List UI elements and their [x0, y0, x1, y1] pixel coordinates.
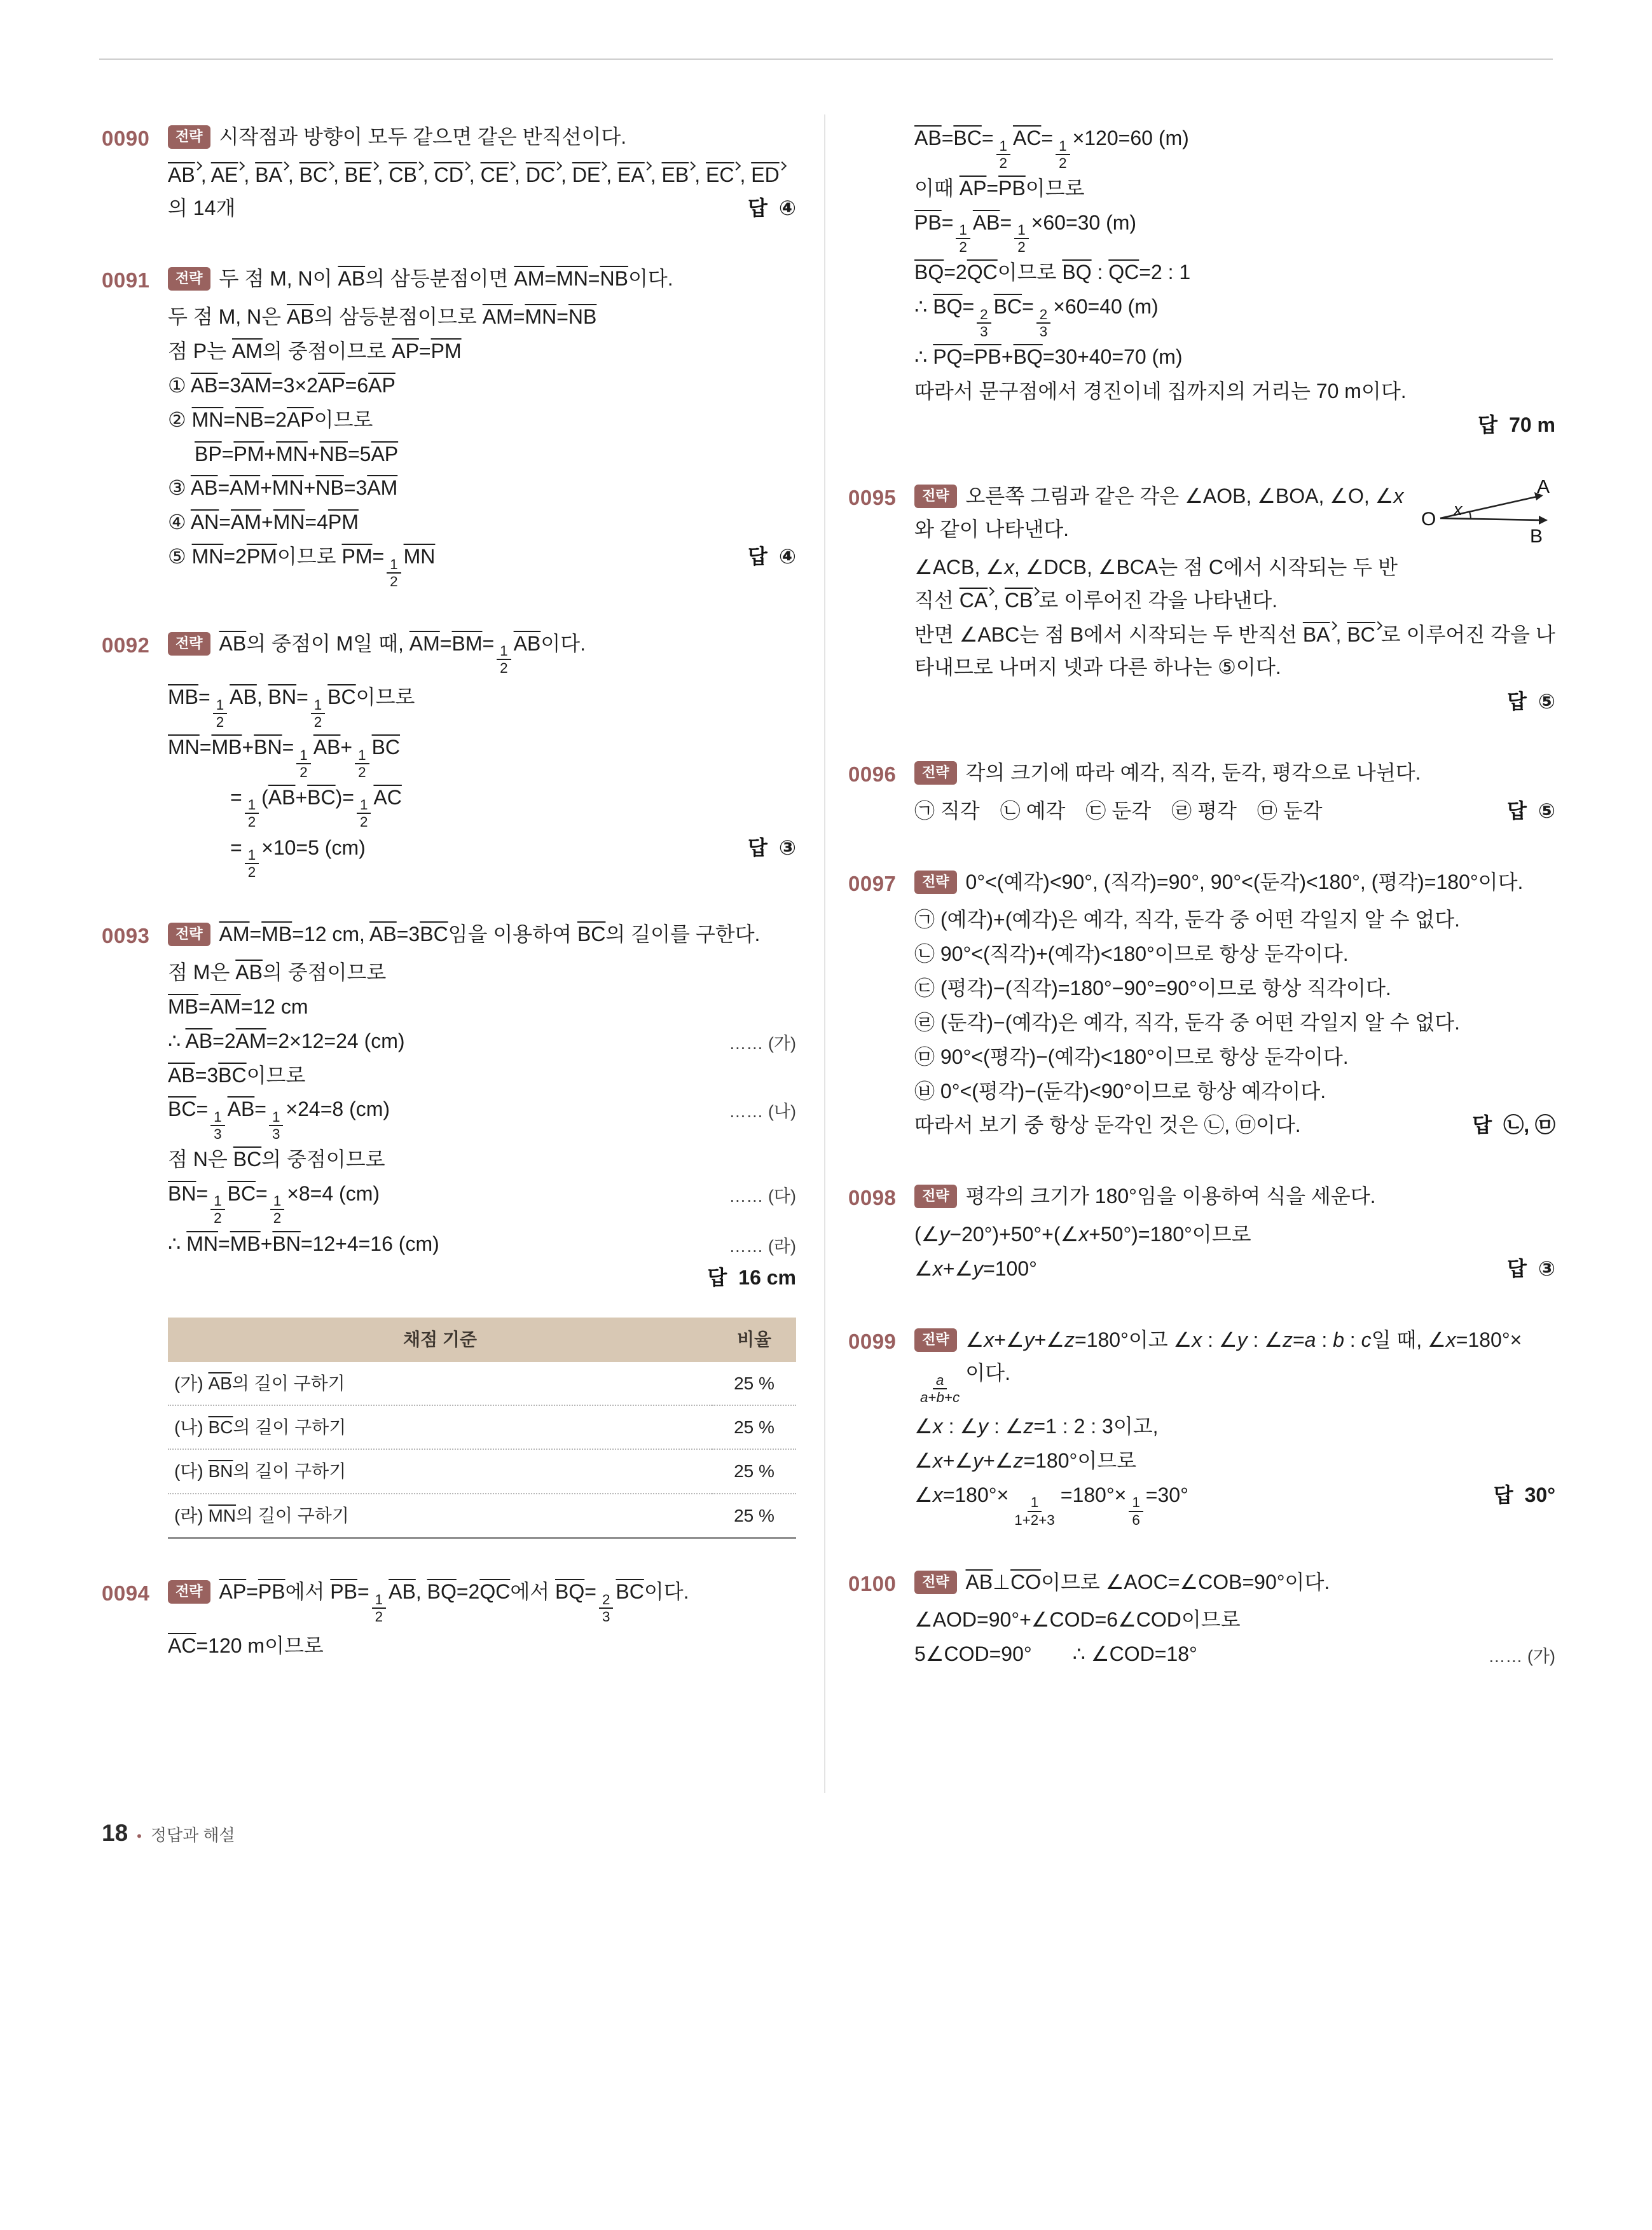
solution-text: ④ $\overline{AN}=\overline{AM}+\overline{MN}=4\overline{PM}$ [168, 511, 359, 534]
solution-text: ㉢ (평각)−(직각)=180°−90°=90°이므로 항상 직각이다. [914, 977, 1391, 1000]
answer-value: 30° [1524, 1483, 1555, 1506]
problem-body [914, 1566, 1555, 1672]
answer-label: 답 [1506, 690, 1527, 713]
strategy-line [914, 1566, 1555, 1599]
top-rule [99, 59, 1553, 60]
solution-text: ∠x : ∠y : ∠z=1 : 2 : 3이고, [914, 1415, 1159, 1438]
solution-text: ∴ $\overline{BQ}=$ $\frac{2}{3}$ $\overline{BC}=$ $\frac{2}{3}$ ×60=40 (m) [914, 295, 1159, 340]
answer-value: ③ [778, 836, 796, 859]
step-marker: …… (가) [1488, 1647, 1555, 1667]
strategy-line [168, 121, 796, 154]
solution-line [168, 540, 796, 589]
strategy-badge: 전략 [168, 923, 210, 946]
answer-label: 답 [1506, 1256, 1527, 1280]
criteria-cell: (라) $\overline{MN}$의 길이 구하기 [168, 1494, 712, 1538]
answer-label: 답 [1472, 1113, 1492, 1137]
answer [748, 540, 796, 574]
strategy-line [168, 263, 796, 296]
solution-line [914, 1218, 1555, 1251]
solution-text: $\overline{MB}=$ $\frac{1}{2}$ $\overline{AB}$, $\overline{BN}=$ $\frac{1}{2}$ $\overline{BC}$이므로 [168, 685, 415, 731]
solution-line [914, 1041, 1555, 1074]
problem-0099 [848, 1324, 1555, 1529]
problem-0094 [102, 1576, 796, 1664]
problem-0091 [102, 263, 796, 590]
answer [748, 192, 796, 225]
answer-label: 답 [747, 196, 767, 219]
solution-text: $\overline{BN}=$ $\frac{1}{2}$ $\overline{BC}=$ $\frac{1}{2}$ ×8=4 (cm) [168, 1181, 380, 1227]
svg-text:O: O [1421, 509, 1436, 530]
solution-text: 따라서 문구점에서 경진이네 집까지의 거리는 70 m이다. [914, 379, 1407, 403]
problem-number: 0096 [848, 762, 897, 786]
solution-text: 점 M은 $\overline{AB}$의 중점이므로 [168, 961, 387, 984]
ratio-cell: 25 % [712, 1362, 796, 1405]
answer [707, 1262, 796, 1295]
solution-line [168, 404, 796, 437]
answer-label: 답 [707, 1266, 727, 1290]
solution-text: $\overline{AB}=\overline{BC}=$ $\frac{1}{2}$ $\overline{AC}=$ $\frac{1}{2}$ ×120=60 (m) [914, 127, 1189, 171]
solution-line [168, 956, 796, 989]
solution-line [914, 1479, 1555, 1528]
solution-line [914, 341, 1555, 374]
footer-title: 정답과 해설 [150, 1826, 235, 1845]
problem-body [914, 757, 1555, 829]
answer-label: 답 [747, 545, 767, 568]
solution-line [914, 172, 1555, 205]
angle-diagram [1419, 480, 1555, 557]
answer-label: 답 [747, 836, 767, 859]
strategy-line [168, 1576, 796, 1625]
problem-number: 0091 [102, 268, 150, 293]
problem-0093 [102, 918, 796, 1539]
solution-text: 반면 ∠ABC는 점 B에서 시작되는 두 반직선 $\overline{BA}$ , $\overline{BC}$ 로 이루어진 각을 나타내므로 나머지 넷과 다른 하나는 ⑤이다. [914, 623, 1555, 679]
solution-line [914, 551, 1555, 617]
strategy-badge: 전략 [914, 1328, 957, 1352]
problem-body [168, 628, 796, 881]
criteria-cell: (가) $\overline{AB}$의 길이 구하기 [168, 1362, 712, 1405]
problem-body [914, 1180, 1555, 1286]
problem-number: 0100 [848, 1571, 897, 1595]
solution-line [168, 335, 796, 368]
problem-body [914, 480, 1555, 720]
solution-text: ∴ $\overline{PQ}=\overline{PB}+\overline{BQ}=30+40=70$ (m) [914, 345, 1183, 368]
solution-text: 점 N은 $\overline{BC}$의 중점이므로 [168, 1148, 385, 1171]
problem-body [168, 263, 796, 590]
solution-line [914, 904, 1555, 937]
footer-separator-dot: • [137, 1828, 142, 1844]
solution-text: 두 점 M, N은 $\overline{AB}$의 삼등분점이므로 $\overline{AM}=\overline{MN}=\overline{NB}$ [168, 305, 597, 329]
answer-value: 70 m [1509, 413, 1555, 437]
svg-text:x: x [1454, 500, 1463, 520]
solution-line [168, 472, 796, 505]
problem-0092 [102, 628, 796, 881]
solution-text: ∴ $\overline{MN}=\overline{MB}+\overline{BN}=12+4=16$ (cm) [168, 1232, 439, 1255]
strategy-line [914, 1324, 1555, 1406]
problem-body [168, 918, 796, 1539]
solution-line [914, 375, 1555, 408]
column-divider [824, 114, 825, 1793]
solution-line [168, 1059, 796, 1092]
solution-text: $\overline{AB}$ , $\overline{AE}$ , $\overline{BA}$ , $\overline{BC}$ , $\overline{BE}$ , $\overline{CB}$ , $\overline{CD}$ , $\overline{CE}$ , $\overline{DC}$ , $\overline{DE}$ , $\overline{EA}$ , $\overline{EB}$ , $\overline{EC}$ , $\overline{ED}$의 14개 [168, 163, 780, 219]
solution-line [168, 301, 796, 334]
solution-text: = $\frac{1}{2}$ ×10=5 (cm) [230, 836, 366, 881]
solution-text: ㉠ (예각)+(예각)은 예각, 직각, 둔각 중 어떤 각일지 알 수 없다. [914, 908, 1461, 932]
strategy-badge: 전략 [168, 1580, 210, 1604]
strategy-line [168, 628, 796, 677]
solution-line [168, 731, 796, 780]
right-column [848, 121, 1555, 1709]
solution-line [914, 1075, 1555, 1108]
solution-line [914, 795, 1555, 828]
solution-text: ② $\overline{MN}=\overline{NB}=2\overline{AP}$이므로 [168, 408, 373, 431]
solution-line [914, 207, 1555, 256]
step-marker: …… (가) [729, 1033, 796, 1053]
solution-line [168, 1143, 796, 1176]
strategy-text: $\overline{AP}=\overline{PB}$에서 $\overline{PB}=$ $\frac{1}{2}$ $\overline{AB}$, $\overline{BQ}=2\overline{QC}$에서 $\overline{BQ}=$ $\frac{2}{3}$ $\overline{BC}$이다. [219, 1580, 689, 1625]
answer-label: 답 [1506, 799, 1527, 822]
step-marker: …… (나) [729, 1102, 796, 1122]
solution-line [914, 685, 1555, 719]
angle-figure-svg [1419, 480, 1555, 547]
answer-value: ⑤ [1538, 690, 1555, 713]
problem-number: 0099 [848, 1329, 897, 1353]
table-row [168, 1405, 796, 1449]
page-number: 18 [102, 1820, 128, 1846]
ratio-cell: 25 % [712, 1494, 796, 1538]
problem-body [168, 121, 796, 226]
strategy-badge: 전략 [914, 761, 957, 785]
problem-0098 [848, 1180, 1555, 1286]
solution-text: $\overline{AB}=3\overline{BC}$이므로 [168, 1063, 306, 1087]
problem-number: 0095 [848, 486, 897, 510]
solution-line [168, 781, 796, 830]
grading-table [168, 1318, 796, 1539]
answer [1507, 685, 1555, 719]
solution-line [914, 619, 1555, 685]
solution-text: $\overline{MN}=\overline{MB}+\overline{BN}=$ $\frac{1}{2}$ $\overline{AB}+$ $\frac{1}{2}$ $\overline{BC}$ [168, 736, 401, 780]
solution-line [168, 1178, 796, 1227]
solution-line [914, 1410, 1555, 1443]
strategy-text: 시작점과 방향이 모두 같으면 같은 반직선이다. [219, 125, 627, 148]
problem-body [914, 121, 1555, 443]
strategy-line [914, 757, 1555, 790]
solution-text: ㉠ 직각 ㉡ 예각 ㉢ 둔각 ㉣ 평각 ㉤ 둔각 [914, 799, 1323, 822]
strategy-text: 0°<(예각)<90°, (직각)=90°, 90°<(둔각)<180°, (평각)=180°이다. [965, 870, 1524, 893]
solution-line [168, 1228, 796, 1261]
problem-number: 0093 [102, 924, 150, 948]
solution-line [914, 972, 1555, 1005]
solution-text: $\overline{BC}=$ $\frac{1}{3}$ $\overline{AB}=$ $\frac{1}{3}$ ×24=8 (cm) [168, 1098, 390, 1142]
problem-0095 [848, 480, 1555, 720]
answer [1472, 1109, 1555, 1142]
solution-line [914, 122, 1555, 171]
criteria-cell: (나) $\overline{BC}$의 길이 구하기 [168, 1405, 712, 1449]
solution-line [168, 438, 796, 471]
answer-value: ③ [1538, 1256, 1555, 1280]
table-row [168, 1494, 796, 1538]
solution-text: (∠y−20°)+50°+(∠x+50°)=180°이므로 [914, 1223, 1251, 1246]
ratio-cell: 25 % [712, 1449, 796, 1493]
solution-line [168, 832, 796, 881]
solution-line [168, 1262, 796, 1295]
solution-line [914, 291, 1555, 340]
problem-number [848, 121, 914, 443]
strategy-line [168, 918, 796, 951]
problem-body [168, 1576, 796, 1664]
problem-0100 [848, 1566, 1555, 1672]
solution-line [168, 159, 796, 225]
solution-line [168, 1630, 796, 1663]
ratio-cell: 25 % [712, 1405, 796, 1449]
strategy-badge: 전략 [168, 267, 210, 291]
page-footer [102, 1820, 235, 1847]
problem-0096 [848, 757, 1555, 829]
strategy-text: 평각의 크기가 180°임을 이용하여 식을 세운다. [965, 1185, 1376, 1208]
answer-value: ㉡, ㉤ [1503, 1113, 1555, 1137]
solution-text: ∴ $\overline{AB}=2\overline{AM}=2\times 12=24$ (cm) [168, 1029, 405, 1052]
svg-text:B: B [1530, 526, 1543, 547]
solution-text: ① $\overline{AB}=3\overline{AM}=3\times 2\overline{AP}=6\overline{AP}$ [168, 373, 396, 397]
solution-line [168, 1093, 796, 1142]
answer-value: ④ [778, 196, 796, 219]
problem-number: 0092 [102, 633, 150, 657]
strategy-line [914, 866, 1555, 899]
solution-line [168, 369, 796, 403]
problem-number: 0090 [102, 127, 150, 150]
strategy-badge: 전략 [914, 871, 957, 894]
solution-text: $\overline{BQ}=2\overline{QC}$이므로 $\overline{BQ}$ : $\overline{QC}=2$ : 1 [914, 261, 1191, 284]
table-row [168, 1449, 796, 1493]
answer-label: 답 [1493, 1483, 1513, 1506]
table-header-row [168, 1318, 796, 1361]
solution-line [914, 1253, 1555, 1286]
solution-line [168, 1025, 796, 1058]
solution-line [914, 409, 1555, 442]
problem-body [914, 1324, 1555, 1529]
answer [1478, 409, 1555, 442]
problem-0097 [848, 866, 1555, 1144]
solution-text: $\overline{BP}=\overline{PM}+\overline{MN}+\overline{NB}=5\overline{AP}$ [195, 442, 399, 465]
problem-body [914, 866, 1555, 1144]
strategy-text: 두 점 M, N이 $\overline{AB}$의 삼등분점이면 $\overline{AM}=\overline{MN}=\overline{NB}$이다. [219, 267, 673, 291]
solution-line [914, 938, 1555, 971]
answer [1507, 1253, 1555, 1286]
solution-text: ∠ACB, ∠x, ∠DCB, ∠BCA는 점 C에서 시작되는 두 반직선 $\overline{CA}$ , $\overline{CB}$ 로 이루어진 각을 나타낸다. [914, 555, 1398, 612]
step-marker: …… (라) [729, 1236, 796, 1256]
table-header-criteria: 채점 기준 [168, 1318, 712, 1361]
solution-line [914, 1445, 1555, 1478]
solution-text: 5∠COD=90° ∴ ∠COD=18° [914, 1642, 1197, 1666]
solution-text: 점 P는 $\overline{AM}$의 중점이므로 $\overline{AP}=\overline{PM}$ [168, 340, 462, 363]
strategy-badge: 전략 [168, 125, 210, 149]
table-row [168, 1362, 796, 1405]
left-column [102, 121, 796, 1701]
problem-0094-continuation [848, 121, 1555, 443]
strategy-badge: 전략 [914, 1571, 957, 1594]
strategy-text: $\overline{AB}\perp\overline{CO}$이므로 ∠AOC=∠COB=90°이다. [965, 1570, 1330, 1593]
answer-value: 16 cm [738, 1266, 796, 1290]
solution-line [914, 1638, 1555, 1671]
strategy-text: 오른쪽 그림과 같은 각은 ∠AOB, ∠BOA, ∠O, ∠x와 같이 나타낸다. [914, 485, 1404, 541]
solution-text: $\overline{PB}=$ $\frac{1}{2}$ $\overline{AB}=$ $\frac{1}{2}$ ×60=30 (m) [914, 210, 1137, 256]
solution-line [914, 1007, 1555, 1040]
strategy-badge: 전략 [914, 1185, 957, 1208]
solution-text: ㉣ (둔각)−(예각)은 예각, 직각, 둔각 중 어떤 각일지 알 수 없다. [914, 1010, 1461, 1034]
solution-line [168, 991, 796, 1024]
strategy-text: ∠x+∠y+∠z=180°이고 ∠x : ∠y : ∠z=a : b : c일 때, ∠x=180°× $\frac{a}{a+b+c}$ 이다. [920, 1328, 1522, 1406]
answer [748, 832, 796, 865]
step-marker: …… (다) [729, 1186, 796, 1206]
solution-text: $\overline{MB}=\overline{AM}=12$ cm [168, 995, 308, 1018]
answer-value: ④ [778, 545, 796, 568]
solution-text: ∠x+∠y+∠z=180°이므로 [914, 1449, 1137, 1473]
answer-label: 답 [1478, 413, 1498, 437]
solution-text: 이때 $\overline{AP}=\overline{PB}$이므로 [914, 176, 1085, 200]
table-header-ratio: 비율 [712, 1318, 796, 1361]
solution-line [914, 256, 1555, 289]
solution-line [168, 681, 796, 730]
answer [1507, 795, 1555, 828]
problem-number: 0097 [848, 871, 897, 895]
answer-value: ⑤ [1538, 799, 1555, 822]
strategy-text: $\overline{AM}=\overline{MB}=12$ cm, $\overline{AB}=3\overline{BC}$임을 이용하여 $\overline{BC}$의 길이를 구한다. [219, 923, 761, 946]
solution-text: ③ $\overline{AB}=\overline{AM}+\overline{MN}+\overline{NB}=3\overline{AM}$ [168, 476, 398, 500]
strategy-line [914, 1180, 1555, 1213]
strategy-badge: 전략 [168, 632, 210, 656]
solution-line [914, 1109, 1555, 1142]
solution-line [914, 1604, 1555, 1637]
solution-text: ㉡ 90°<(직각)+(예각)<180°이므로 항상 둔각이다. [914, 942, 1349, 966]
solution-text: 따라서 보기 중 항상 둔각인 것은 ㉡, ㉤이다. [914, 1113, 1301, 1137]
solution-text: $\overline{AC}=120$ m이므로 [168, 1634, 324, 1657]
problem-0090 [102, 121, 796, 226]
solution-text: ∠x=180°× $\frac{1}{1+2+3}$ =180°× $\frac{1}{6}$ =30° [914, 1483, 1188, 1528]
solution-text: ∠AOD=90°+∠COD=6∠COD이므로 [914, 1608, 1241, 1632]
criteria-cell: (다) $\overline{BN}$의 길이 구하기 [168, 1449, 712, 1493]
solution-text: ⑤ $\overline{MN}=2\overline{PM}$이므로 $\overline{PM}=$ $\frac{1}{2}$ $\overline{MN}$ [168, 545, 436, 589]
strategy-badge: 전략 [914, 485, 957, 508]
answer [1494, 1479, 1555, 1512]
solution-text: ∠x+∠y=100° [914, 1256, 1037, 1280]
solution-text: = $\frac{1}{2}$ $(\overline{AB}+\overline{BC})=$ $\frac{1}{2}$ $\overline{AC}$ [230, 785, 402, 830]
problem-number: 0098 [848, 1186, 897, 1210]
strategy-text: $\overline{AB}$의 중점이 M일 때, $\overline{AM}=\overline{BM}=$ $\frac{1}{2}$ $\overline{AB}$이다. [219, 631, 586, 677]
solution-line [168, 506, 796, 539]
solution-text: ㉤ 90°<(평각)−(예각)<180°이므로 항상 둔각이다. [914, 1045, 1349, 1068]
strategy-text: 각의 크기에 따라 예각, 직각, 둔각, 평각으로 나뉜다. [965, 761, 1421, 784]
problem-number: 0094 [102, 1581, 150, 1606]
solution-text: ㉥ 0°<(평각)−(둔각)<90°이므로 항상 예각이다. [914, 1079, 1326, 1103]
svg-text:A: A [1537, 480, 1550, 498]
